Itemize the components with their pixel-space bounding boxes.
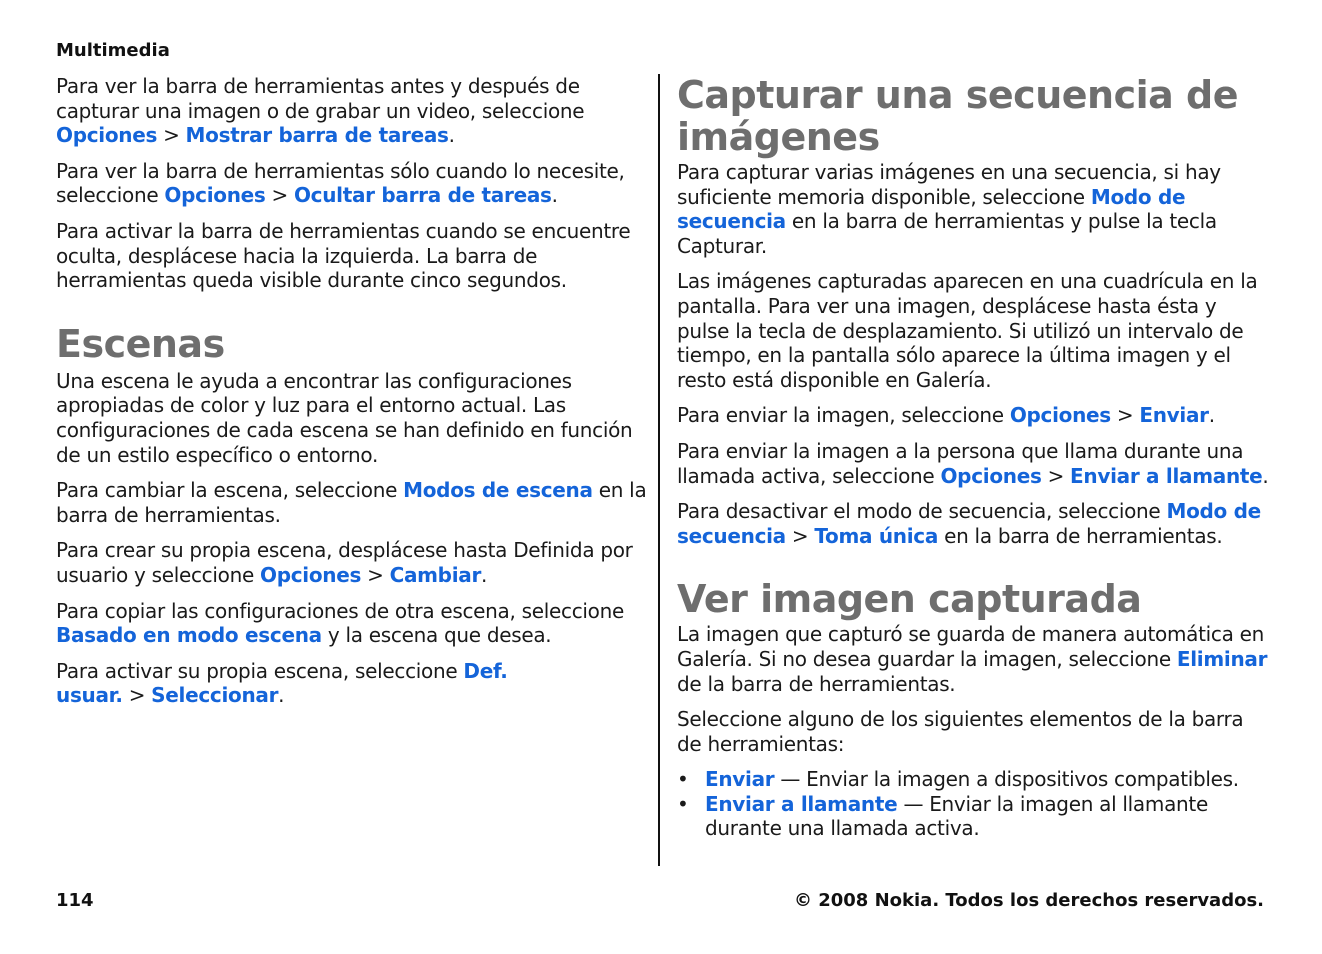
keyword-opciones: Opciones <box>56 123 158 148</box>
keyword-opciones: Opciones <box>164 183 266 208</box>
menu-separator: > <box>791 523 809 548</box>
keyword-modo-de-secuencia: Modo de secuencia <box>677 184 1186 234</box>
column-divider <box>658 74 660 866</box>
keyword-seleccionar: Seleccionar <box>151 683 279 708</box>
list-item: • Enviar — Enviar la imagen a dispositivos compatibles. <box>677 767 1239 792</box>
menu-separator: > <box>128 683 146 708</box>
keyword-opciones: Opciones <box>940 463 1042 488</box>
menu-separator: > <box>163 123 180 148</box>
paragraph-change-scene: Para cambiar la escena, seleccione Modos de escena en la barra de herramientas. <box>56 478 647 527</box>
paragraph-activate-scene: Para activar su propia escena, seleccione Def. usuar. > Seleccionar. <box>56 658 508 708</box>
paragraph-send-to-caller: Para enviar la imagen a la persona que llama durante una llamada activa, seleccione Opciones > Enviar a llamante. <box>677 438 1269 488</box>
paragraph-create-scene: Para crear su propia escena, desplácese hasta Definida por usuario y seleccione Opciones > Cambiar. <box>56 538 633 587</box>
paragraph-copy-scene: Para copiar las configuraciones de otra escena, seleccione Basado en modo escena y la escena que desea. <box>56 598 624 648</box>
heading-capturar-secuencia: Capturar una secuencia de imágenes <box>677 73 1238 159</box>
keyword-mostrar-barra: Mostrar barra de tareas <box>185 123 449 148</box>
heading-ver-imagen: Ver imagen capturada <box>677 577 1142 622</box>
paragraph-image-saved: La imagen que capturó se guarda de manera automática en Galería. Si no desea guardar la imagen, seleccione Eliminar de la barra de herramientas. <box>677 622 1268 696</box>
keyword-basado-en-modo-escena: Basado en modo escena <box>56 623 322 648</box>
menu-separator: > <box>367 562 384 587</box>
keyword-enviar: Enviar <box>705 767 775 792</box>
keyword-ocultar-barra: Ocultar barra de tareas <box>293 183 552 208</box>
menu-separator: > <box>1047 463 1065 488</box>
bullet: • <box>677 791 689 816</box>
section-header: Multimedia <box>56 40 170 61</box>
paragraph-captured-grid: Las imágenes capturadas aparecen en una cuadrícula en la pantalla. Para ver una imagen, desplácese hasta ésta y pulse la tecla de desplazamiento. Si utilizó un intervalo de tiempo, en la pantalla sólo aparece la última imagen y el resto está disponible en Galería. <box>677 269 1258 392</box>
keyword-def-usuar: Def. usuar. <box>56 658 508 708</box>
paragraph-hide-toolbar: Para ver la barra de herramientas sólo cuando lo necesite, seleccione Opciones > Ocultar barra de tareas. <box>56 158 625 208</box>
menu-separator: > <box>1116 403 1134 428</box>
keyword-modos-de-escena: Modos de escena <box>403 478 593 503</box>
copyright-notice: © 2008 Nokia. Todos los derechos reservados. <box>793 890 1264 911</box>
keyword-toma-unica: Toma única <box>814 523 939 548</box>
keyword-cambiar: Cambiar <box>389 562 482 587</box>
paragraph-scene-intro: Una escena le ayuda a encontrar las configuraciones apropiadas de color y luz para el entorno actual. Las configuraciones de cada escena se han definido en función de un estilo específico o entorno. <box>56 368 633 467</box>
paragraph-deactivate-sequence: Para desactivar el modo de secuencia, seleccione Modo de secuencia > Toma única en la barra de herramientas. <box>677 499 1261 548</box>
page-number: 114 <box>56 890 94 911</box>
keyword-enviar-a-llamante: Enviar a llamante <box>705 791 898 816</box>
keyword-eliminar: Eliminar <box>1176 646 1268 671</box>
paragraph-show-toolbar: Para ver la barra de herramientas antes y después de capturar una imagen o de grabar un video, seleccione Opciones > Mostrar barra de tareas. <box>56 74 585 148</box>
keyword-enviar-a-llamante: Enviar a llamante <box>1070 463 1263 488</box>
keyword-opciones: Opciones <box>260 562 362 587</box>
paragraph-activate-toolbar: Para activar la barra de herramientas cuando se encuentre oculta, desplácese hacia la izquierda. La barra de herramientas queda visible durante cinco segundos. <box>56 218 631 293</box>
paragraph-toolbar-items: Seleccione alguno de los siguientes elementos de la barra de herramientas: <box>677 707 1244 756</box>
right-column <box>677 74 1269 841</box>
keyword-opciones: Opciones <box>1009 403 1111 428</box>
paragraph-send-image: Para enviar la imagen, seleccione Opciones > Enviar. <box>677 403 1215 428</box>
heading-escenas: Escenas <box>56 321 225 366</box>
menu-separator: > <box>271 183 288 208</box>
keyword-modo-de-secuencia: Modo de secuencia <box>677 499 1261 548</box>
list-item: • Enviar a llamante — Enviar la imagen al llamante durante una llamada activa. <box>677 791 1208 841</box>
toolbar-items-list <box>677 767 1269 841</box>
paragraph-sequence-intro: Para capturar varias imágenes en una secuencia, si hay suficiente memoria disponible, seleccione Modo de secuencia en la barra de herramientas y pulse la tecla Capturar. <box>677 160 1221 258</box>
bullet: • <box>677 767 689 792</box>
keyword-enviar: Enviar <box>1139 403 1209 428</box>
left-column <box>56 74 648 719</box>
